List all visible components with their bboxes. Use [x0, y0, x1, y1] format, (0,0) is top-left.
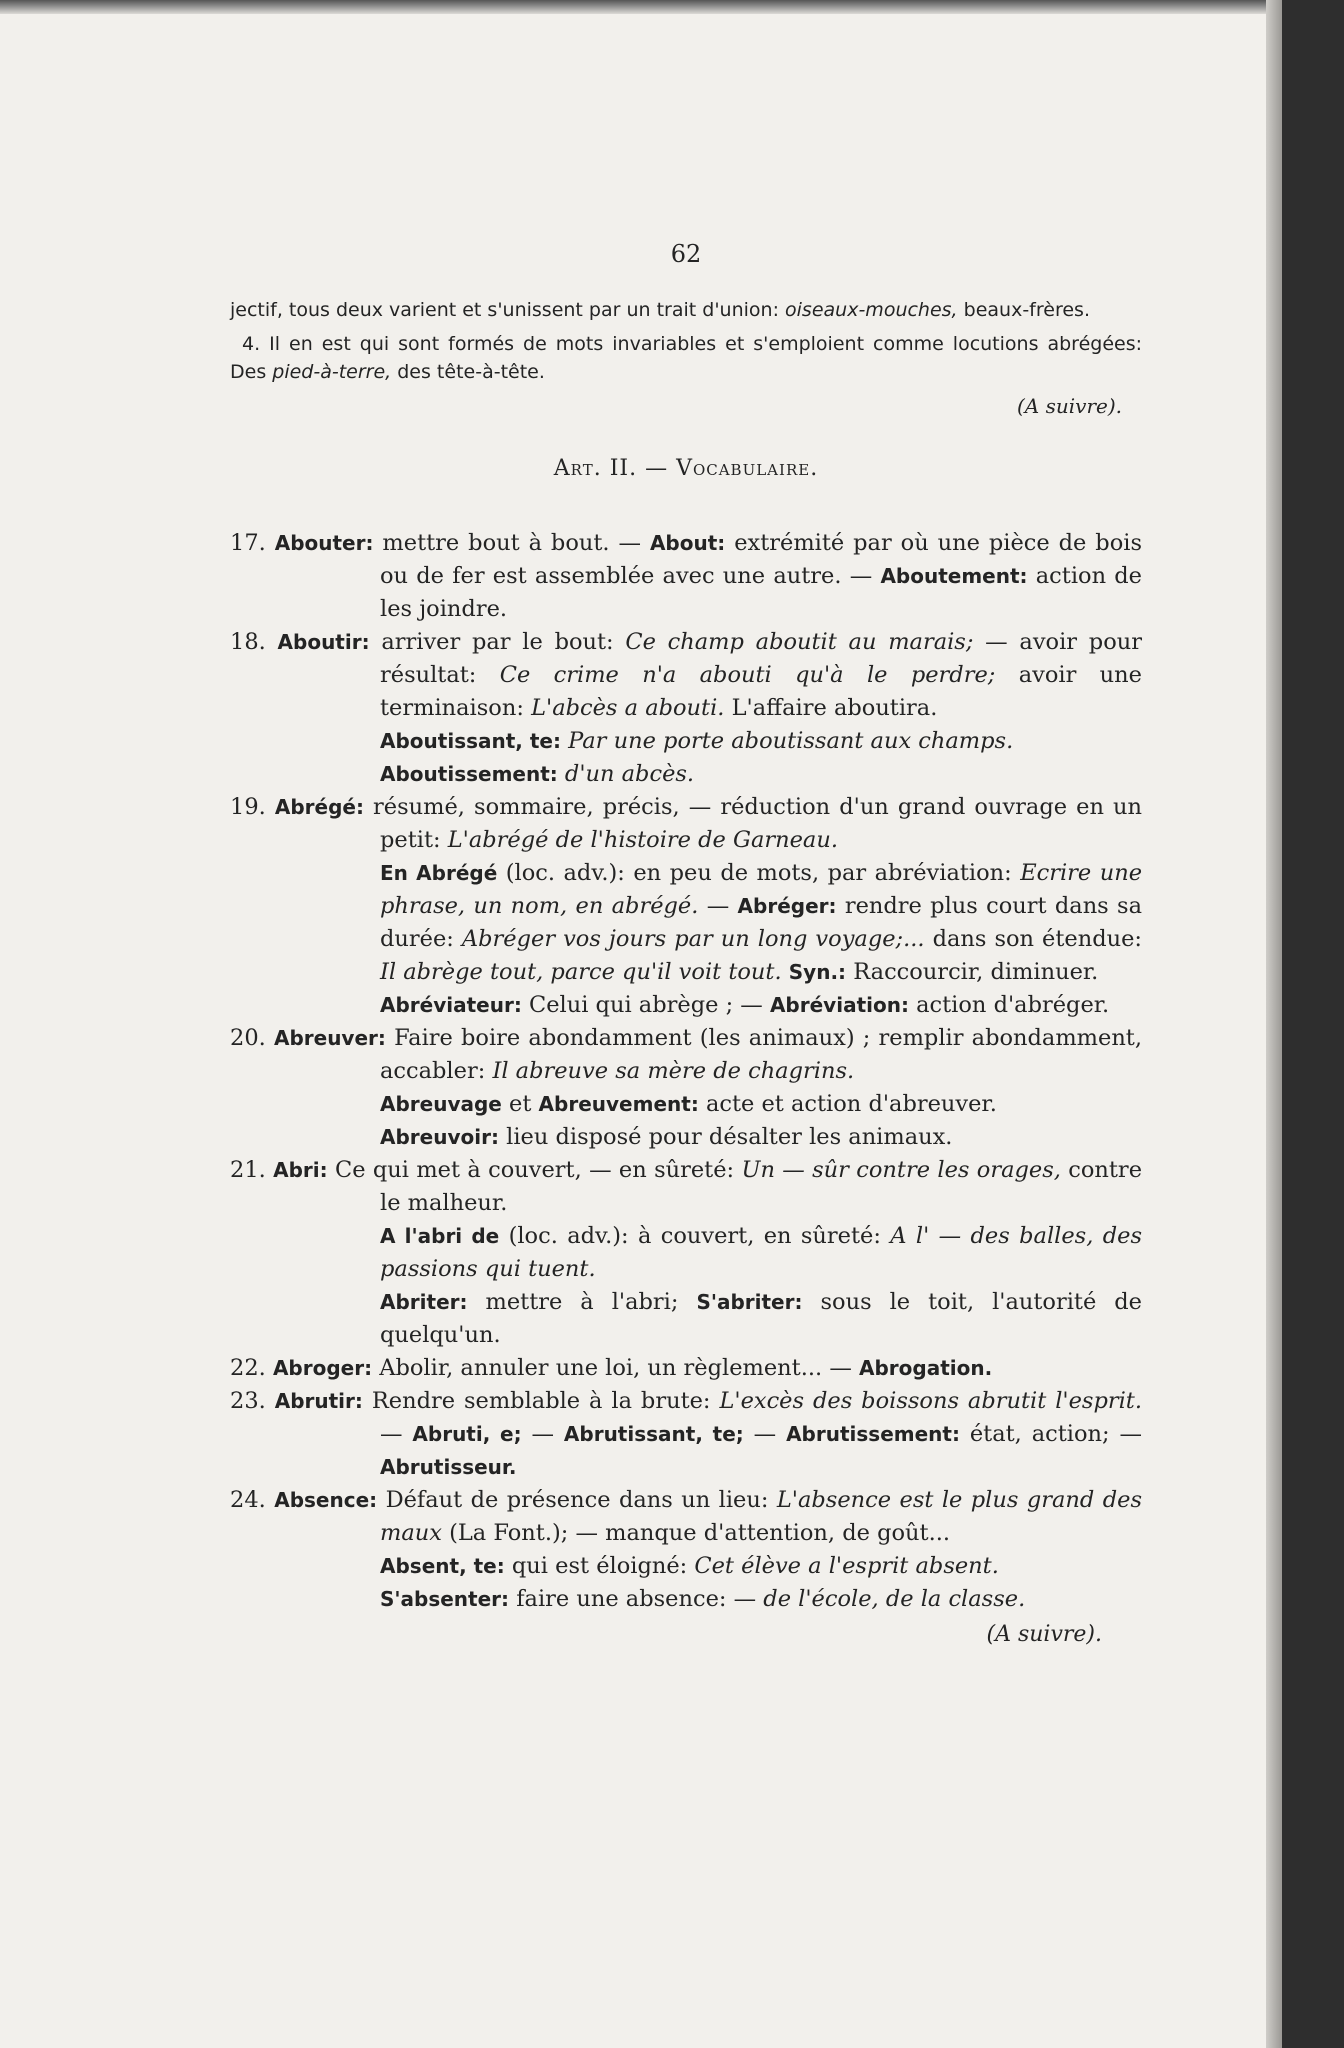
definition-text: —	[380, 1421, 413, 1447]
definition-text: (loc. adv.): à couvert, en sûreté:	[499, 1223, 891, 1249]
vocab-subentry	[380, 1088, 1142, 1121]
example-text: L'excès des boissons abrutit l'esprit.	[719, 1388, 1142, 1414]
intro-paragraph-1	[230, 296, 1142, 324]
vocab-subentry	[380, 1550, 1142, 1583]
page-content	[230, 240, 1142, 1647]
definition-text: dans son étendue:	[924, 926, 1142, 952]
book-binding	[1282, 0, 1344, 2048]
headword: Absence:	[274, 1488, 378, 1512]
example-text: Ce champ aboutit au marais;	[625, 629, 974, 655]
vocab-entry	[230, 1022, 1142, 1088]
definition-text: avoir une terminaison:	[380, 662, 1142, 721]
vocab-entry	[230, 626, 1142, 725]
headword: En Abrégé	[380, 861, 498, 885]
page-edge	[1266, 0, 1282, 2048]
intro-text: beaux-frères.	[957, 299, 1090, 321]
example-text: de l'école, de la classe.	[763, 1586, 1026, 1612]
headword: Abréviateur:	[380, 993, 522, 1017]
headword: Abruti, e;	[412, 1422, 522, 1446]
vocab-subentry	[380, 1286, 1142, 1352]
headword: Abrutir:	[274, 1389, 363, 1413]
definition-text: Celui qui abrège ; —	[521, 992, 770, 1018]
definition-text: —	[521, 1421, 564, 1447]
example-text: Par une porte aboutissant aux champs.	[568, 728, 1014, 754]
definition-text: mettre bout à bout. —	[373, 530, 650, 556]
definition-text: L'affaire aboutira.	[724, 695, 938, 721]
definition-text: acte et action d'abreuver.	[698, 1091, 997, 1117]
definition-text: extrémité par où une pièce de bois ou de fer est assemblée avec une autre. —	[380, 530, 1142, 589]
page-number: 62	[670, 240, 702, 268]
intro-text: 4. Il en est qui sont formés de mots invariables et s'emploient comme locutions abrégées: Des	[230, 333, 1142, 383]
definition-text: Ce qui met à couvert, — en sûreté:	[327, 1157, 742, 1183]
vocab-entry	[230, 791, 1142, 857]
headword: Abreuvage	[380, 1092, 502, 1116]
article-title: Art. II. — Vocabulaire.	[553, 456, 819, 481]
vocab-subentry	[380, 989, 1142, 1022]
example-text: L'absence est le plus grand des maux	[380, 1487, 1143, 1546]
example-text: d'un abcès.	[564, 761, 695, 787]
vocab-entry	[230, 1484, 1142, 1550]
headword: Abrogation.	[858, 1356, 993, 1380]
definition-text: (La Font.); — manque d'attention, de goût...	[441, 1520, 951, 1546]
example-text: Abréger vos jours par un long voyage;...	[461, 926, 925, 952]
example-text: Il abrège tout, parce qu'il voit tout.	[380, 959, 782, 985]
headword: Abreuver:	[273, 1026, 386, 1050]
definition-text	[558, 761, 565, 787]
vocab-entry	[230, 1352, 1142, 1385]
definition-text: faire une absence: —	[509, 1586, 764, 1612]
headword: Absent, te:	[380, 1554, 505, 1578]
to-be-continued-end: (A suivre).	[986, 1622, 1102, 1647]
definition-text: et	[501, 1091, 539, 1117]
headword: Aboutissement:	[380, 762, 558, 786]
intro-text: des tête-à-tête.	[391, 361, 545, 383]
vocab-subentry	[380, 1583, 1142, 1616]
definition-text: —	[698, 893, 738, 919]
definition-text: —	[743, 1421, 787, 1447]
headword: About:	[649, 531, 726, 555]
headword: Syn.:	[788, 960, 847, 984]
entry-number: 17.	[230, 530, 275, 556]
intro-text: jectif, tous deux varient et s'unissent par un trait d'union:	[230, 299, 786, 321]
headword: Abrutissant, te;	[563, 1422, 744, 1446]
example-text: L'abcès a abouti.	[531, 695, 725, 721]
entry-number: 24.	[230, 1487, 275, 1513]
vocab-subentry	[380, 1121, 1142, 1154]
vocab-entry	[230, 1154, 1142, 1220]
vocabulary-list	[230, 527, 1142, 1616]
headword: S'abriter:	[696, 1290, 803, 1314]
entry-number: 21.	[230, 1157, 274, 1183]
entry-number: 22.	[230, 1355, 273, 1381]
definition-text: état, action; —	[959, 1421, 1143, 1447]
headword: Abréviation:	[769, 993, 909, 1017]
definition-text: Rendre semblable à la brute:	[362, 1388, 720, 1414]
definition-text: — avoir pour résultat:	[380, 629, 1142, 688]
entry-number: 20.	[230, 1025, 274, 1051]
definition-text: sous le toit, l'autorité de quelqu'un.	[380, 1289, 1142, 1348]
headword: Abouter:	[274, 531, 374, 555]
entry-number: 23.	[230, 1388, 275, 1414]
headword: Abrutisseur.	[380, 1455, 517, 1479]
definition-text: qui est éloigné:	[504, 1553, 695, 1579]
headword: Abrutissement:	[786, 1422, 960, 1446]
intro-paragraph-2	[230, 330, 1142, 386]
headword: Abrégé:	[274, 795, 364, 819]
example-text: Il abreuve sa mère de chagrins.	[492, 1058, 855, 1084]
headword: Abreuvement:	[538, 1092, 699, 1116]
intro-italic: oiseaux-mouches,	[785, 299, 958, 321]
headword: Aboutement:	[880, 564, 1028, 588]
vocab-subentry	[380, 758, 1142, 791]
definition-text: lieu disposé pour désalter les animaux.	[498, 1124, 953, 1150]
vocab-entry	[230, 1385, 1142, 1484]
definition-text: Abolir, annuler une loi, un règlement... —	[372, 1355, 859, 1381]
intro-italic: pied-à-terre,	[272, 361, 392, 383]
headword: Aboutir:	[277, 630, 370, 654]
headword: A l'abri de	[380, 1224, 500, 1248]
headword: S'absenter:	[380, 1587, 510, 1611]
definition-text: Défaut de présence dans un lieu:	[377, 1487, 777, 1513]
example-text: Ecrire une phrase, un nom, en abrégé.	[380, 860, 1143, 919]
example-text: Ce crime n'a abouti qu'à le perdre;	[499, 662, 996, 688]
vocab-subentry	[380, 725, 1142, 758]
definition-text: (loc. adv.): en peu de mots, par abréviation:	[497, 860, 1021, 886]
top-shadow	[0, 0, 1266, 14]
example-text: Un — sûr contre les orages,	[741, 1157, 1061, 1183]
headword: Abréger:	[737, 894, 837, 918]
example-text: L'abrégé de l'histoire de Garneau.	[447, 827, 838, 853]
vocab-subentry	[380, 1220, 1142, 1286]
definition-text: arriver par le bout:	[369, 629, 626, 655]
definition-text: rendre plus court dans sa durée:	[380, 893, 1143, 952]
vocab-entry	[230, 527, 1142, 626]
definition-text: action d'abréger.	[908, 992, 1110, 1018]
definition-text: résumé, sommaire, précis, — réduction d'un grand ouvrage en un petit:	[363, 794, 1142, 853]
vocab-subentry	[380, 857, 1142, 989]
headword: Abriter:	[380, 1290, 468, 1314]
example-text: Cet élève a l'esprit absent.	[694, 1553, 999, 1579]
definition-text	[782, 959, 789, 985]
definition-text: Raccourcir, diminuer.	[846, 959, 1099, 985]
definition-text: contre le malheur.	[380, 1157, 1143, 1216]
entry-number: 18.	[230, 629, 278, 655]
headword: Abri:	[273, 1158, 328, 1182]
to-be-continued: (A suivre).	[1017, 394, 1122, 418]
headword: Aboutissant, te:	[380, 729, 561, 753]
example-text: A l' — des balles, des passions qui tuent.	[380, 1223, 1142, 1282]
definition-text: Faire boire abondamment (les animaux) ; remplir abondamment, accabler:	[380, 1025, 1143, 1084]
definition-text: mettre à l'abri;	[467, 1289, 697, 1315]
entry-number: 19.	[230, 794, 275, 820]
headword: Abroger:	[272, 1356, 373, 1380]
headword: Abreuvoir:	[380, 1125, 499, 1149]
definition-text: action de les joindre.	[380, 563, 1142, 622]
